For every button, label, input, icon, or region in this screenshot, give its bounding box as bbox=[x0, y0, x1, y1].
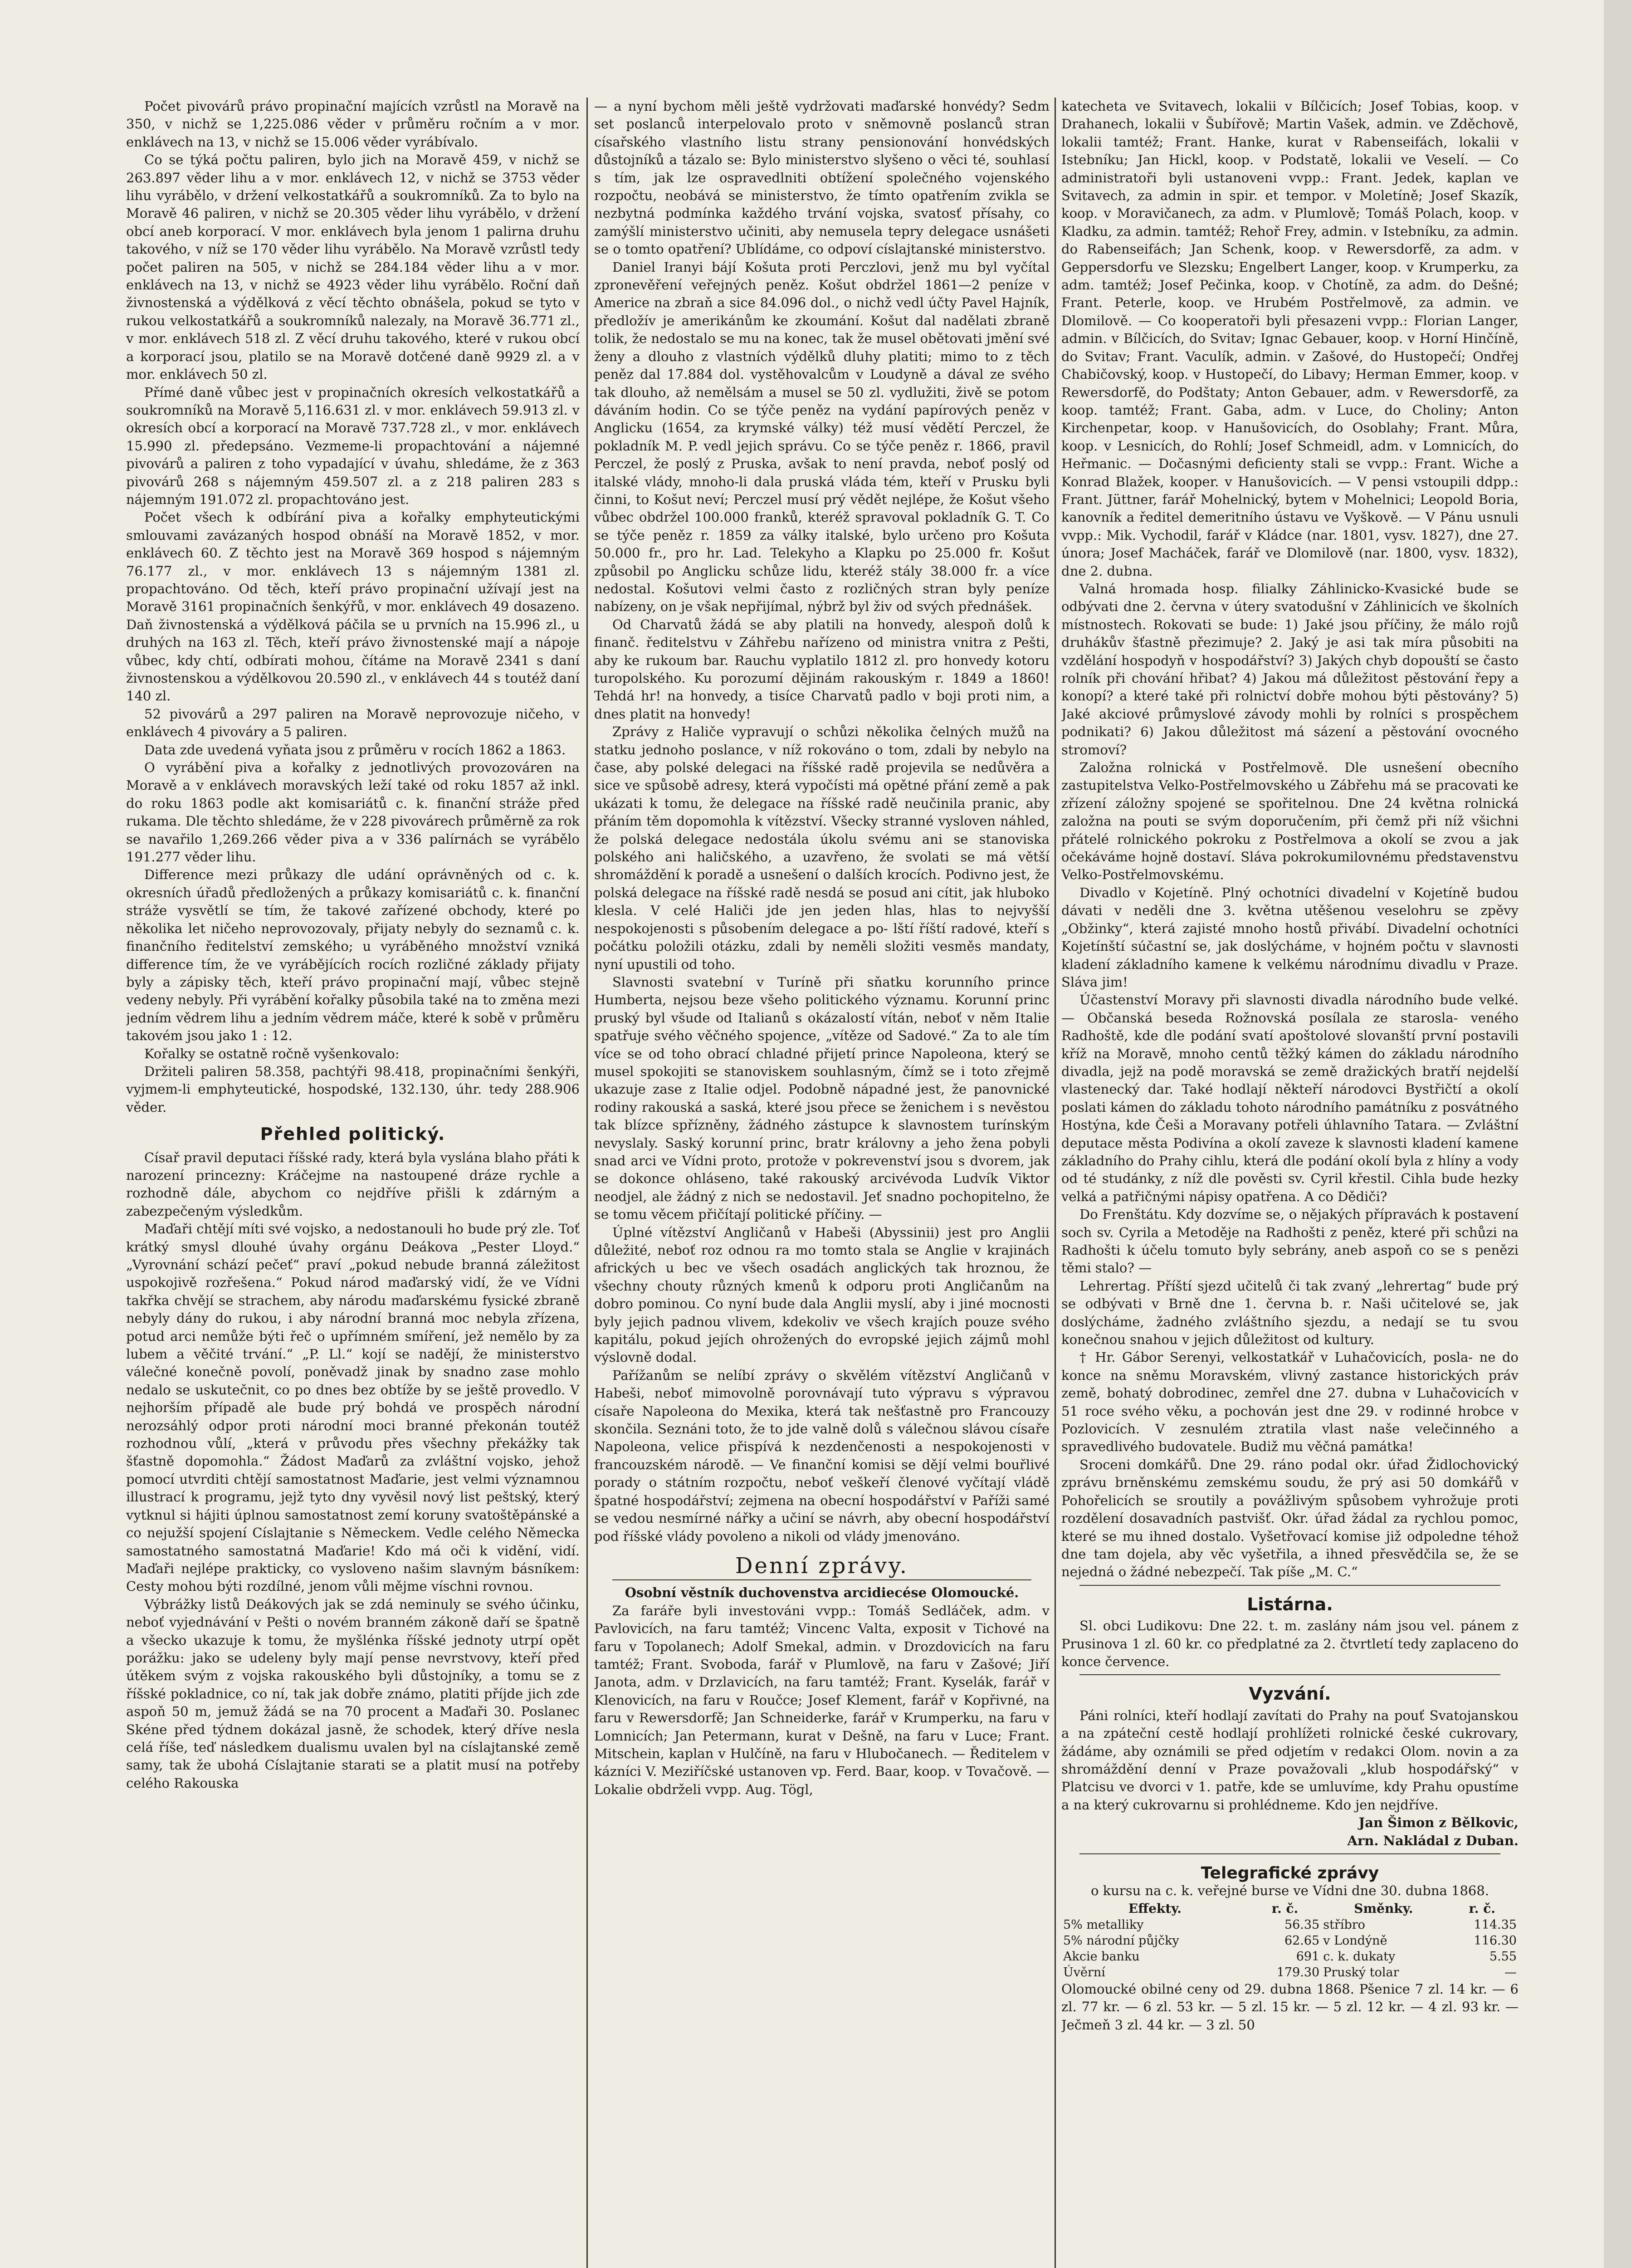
section-heading-telegraph: Telegrafické zprávy bbox=[1201, 1864, 1379, 1882]
paragraph: Založna rolnická v Postřelmově. Dle usnešení obecního zastupitelstva Velko-Postřelmovského u Zábřehu má se pracovati ke zřízení záložny spojené se spořitelnou. Dne 24 května rolnická založna na pouti se svým doporučením, při čemž při níž všichni přátelé rolnického pokroku z Postřelmova a okolí se zvou a jak očekáváme hojně dostaví. Sláva pokrokumilovnému představenstvu Velko-Postřelmovskému. bbox=[1061, 760, 1519, 883]
paragraph: Sroceni domkářů. Dne 29. ráno podal okr. úřad Židlochovický zprávu brněnskému zemskému soudu, že prý asi 50 domkářů v Pohořelicích se sroutily a povážlivým spůsobem vyhrožuje proti rozdělení dosavadních pastvišť. Okr. úřad žádal za rychlou pomoc, které se mu ihned dostalo. Vyšetřovací komise již odpoledne téhož dne tam dojela, aby věc vyšetřila, a ihned přesvědčila se, že se nejedná o žádné nebezpečí. Tak píše „M. C.“ bbox=[1061, 1457, 1519, 1580]
table-cell: — bbox=[1504, 1965, 1517, 1980]
paragraph: Difference mezi průkazy dle udání oprávněných od c. k. okresních úřadů předložených a průkazy komisariátů c. k. finanční stráže vysvětlí se tím, že takové zařízené obchody, které po několika let ničeho neprovozovaly, přijaty nebyly do seznamů c. k. finančního ředitelství zemského; u vyráběného množství vzniká difference tím, že ve vyrábějících rocích rozličné základy přijaty byly a zápisky těch, kteří právo propinační mají, vůbec stejně vedeny nebyly. Při vyrábění kořalky působila také na to změna mezi jedním vědrem lihu a jedním vědrem máče, které k sobě v průměru takovém jsou jako 1 : 12. bbox=[126, 867, 580, 1044]
paragraph: Výbrážky listů Deákových jak se zdá neminuly se svého účinku, neboť vyjednávání v Pešti o novém branném zákoně daří se špatně a všecko ukazuje k tomu, že myšlénka říšské jednoty utrpí opět porážku: jako se udeleny byly mají pense nevrstvovy, kteří před útěkem svým z vojska rakouského byli důstojníky, a tomu se z říšské pokladnice, co ní, tak jak dobře známo, platiti příjde jich zde aspoň 50 m, jemuž žádá se na 70 procent a Maďaři 30. Poslanec Skéne před týdnem dokázal jasně, že schodek, který dříve nesla celá říše, teď následkem dualismu uvalen byl na císlajtanské země samy, tak že ubohá Císlajtanie starati se a platit musí na potřeby celého Rakouska bbox=[126, 1596, 580, 1791]
paragraph: Co se týká počtu paliren, bylo jich na Moravě 459, v nichž se 263.897 věder lihu a v mor. enklávech 12, v nichž se 3753 věder lihu vyrábělo, v držení velkostatkářů a soukromníků. Za to bylo na Moravě 46 paliren, v nichž se 20.305 věder lihu vyrábělo, v držení obcí aneb korporací. V mor. enklávech byla jenom 1 palirna druhu takového, v níž se 170 věder lihu vyrábělo. Na Moravě vzrůstl tedy počet paliren na 505, v nichž se 284.184 věder lihu a v mor. enklávech na 13, v nichž se 4923 věder lihu vyrábělo. Roční daň živnostenská a výdělková z věcí těchto obnášela, pokud se tyto v rukou velkostatkářů a soukromníků nalezaly, na Moravě 36.771 zl., v mor. enklávech 518 zl. Z věcí druhu takového, které v rukou obcí a korporací jsou, platilo se na Moravě dotčené daně 9929 zl. a v mor. enklávech 50 zl. bbox=[126, 152, 580, 382]
divider bbox=[612, 1579, 1031, 1580]
section-heading-listarna: Listárna. bbox=[1247, 1594, 1333, 1614]
table-cell: 179.30 bbox=[1276, 1965, 1320, 1980]
table-cell: Pruský tolar bbox=[1323, 1965, 1399, 1980]
table-cell: 5.55 bbox=[1489, 1949, 1517, 1964]
paragraph: Přímé daně vůbec jest v propinačních okresích velkostatkářů a soukromníků na Moravě 5,116.631 zl. v mor. enklávech 59.913 zl. v okresích obcí a korporací na Moravě 737.728 zl., v mor. enklávech 15.990 zl. předepsáno. Vezmeme-li propachtování a nájemné pivovárů a paliren z toho vypadající v úvahu, shledáme, že z 363 pivovárů 268 s nájemným 459.507 zl. a z 218 paliren 283 s nájemným 191.072 zl. propachtováno jest. bbox=[126, 384, 580, 507]
divider bbox=[1079, 1853, 1500, 1854]
quotes-table bbox=[1061, 1900, 1519, 1980]
grain-prices: Olomoucké obilné ceny od 29. dubna 1868. Pšenice 7 zl. 14 kr. — 6 zl. 77 kr. — 6 zl. 53 kr. — 5 zl. 15 kr. — 5 zl. 12 kr. — 4 zl. 93 kr. — Ječmeň 3 zl. 44 kr. — 3 zl. 50 bbox=[1061, 1981, 1519, 2033]
paragraph: katecheta ve Svitavech, lokalii v Bílčicích; Josef Tobias, koop. v Drahanech, lokalii v Šubířově; Martin Vašek, admin. ve Zděchově, lokalii tamtéž; Frant. Hanke, kurat v Rabenseifách, lokalii v Istebníku; Jan Hickl, koop. v Podstatě, lokalii ve Veselí. — Co administratoři byli ustanoveni vvpp.: Frant. Jedek, kaplan ve Svitavech, za admin in spir. et tempor. v Moletíně; Josef Skazík, koop. v Moravičanech, za adm. v Plumlově; Tomáš Polach, koop. v Kladku, za admin. tamtéž; Rehoř Frey, admin. v Istebníku, za admin. do Rabenseifách; Jan Schenk, koop. v Rewersdorfě, za adm. v Geppersdorfu ve Slezsku; Engelbert Langer, koop. v Krumperku, za adm. tamtéž; Josef Pečinka, koop. v Chotíně, za adm. do Dešné; Frant. Peterle, koop. ve Hrubém Postřelmově, za admin. ve Dlomilově. — Co kooperatoři byli přesazeni vvpp.: Florian Langer, admin. v Bílčicích, do Svitav; Ignac Gebauer, koop. v Horní Hinčíně, do Svitav; Frant. Vaculík, admin. v Zašové, do Hustopečí; Ondřej Chabičovský, koop. v Hustopečí, do Libavy; Herman Emmer, koop. v Rewersdorfě, do Podštaty; Anton Gebauer, adm. v Rewersdorfě, za koop. tamtéž; Frant. Gaba, adm. v Luce, do Choliny; Anton Kirchenpetar, koop. v Hanušovicích, do Osoblahy; Frant. Můra, koop. v Lesnicích, do Rohlí; Josef Schmeidl, adm. v Lomnicích, do Heřmanic. — Dočasnými deficienty stali se vvpp.: Frant. Wiche a Konrad Blažek, kooper. v Hanušovicích. — V pensi vstoupili ddpp.: Frant. Jüttner, farář Mohelnický, bytem v Mohelnici; Leopold Boria, kanovník a ředitel demeritního ústavu ve Vyškově. — V Pánu usnuli vvpp.: Mik. Vychodil, farář v Kládce (nar. 1801, vysv. 1827), dne 27. února; Josef Macháček, farář ve Dlomilově (nar. 1800, vysv. 1832), dne 2. dubna. bbox=[1061, 98, 1519, 579]
paragraph: Data zde uvedená vyňata jsou z průměru v rocích 1862 a 1863. bbox=[144, 742, 566, 758]
paragraph: Divadlo v Kojetíně. Plný ochotníci divadelní v Kojetíně budou dávati v neděli dne 3. května utěšenou veselohru se zpěvy „Obžinky“, která zajisté mnoho hostů přivábí. Divadelní ochotníci Kojetínští súčastní se, jak doslýcháme, v hojném počtu v slavnosti kladení základního kamene k velkému národnímu divadlu v Praze. Sláva jim! bbox=[1061, 885, 1519, 990]
table-cell: 5% národní půjčky bbox=[1063, 1933, 1179, 1948]
table-row bbox=[1061, 1965, 1519, 1980]
paragraph: Účastenství Moravy při slavnosti divadla národního bude velké. — Občanská beseda Rožnovská posílala ze starosla- veného Radhoště, kde dle podání svatí apoštolové slovanští první postavili kříž na Moravě, mnoho centů těžký kámen do základu národního divadla, jejž na podě moravská se země dražických bratří nejdelší vlastenecký dar. Také hodlají někteří národovci Bystřičtí a okolí poslati kámen do základu tohoto národního památníku z posvátného Hostýna, kde Češi a Moravany potřeli úhlavního Tatara. — Zvláštní deputace města Podivína a okolí zaveze k slavnosti kladení kamene základního do Prahy cihlu, která dle podání okolí byla z hlíny a vody od té studánky, z níž dle pověsti sv. Cyril křestil. Cihla bude hezky velká a patřičnými nápisy opatřena. A co Dědiči? bbox=[1061, 992, 1519, 1204]
column-3 bbox=[1061, 98, 1519, 2268]
paragraph: Páni rolníci, kteří hodlají zavítati do Prahy na pouť Svatojanskou a na zpáteční cestě hodlají prohlížeti rolnické české cukrovary, žádáme, aby oznámili se před odjetím v redakci Olom. novin a za shromáždění denní v Praze považovali „klub hospodářský“ v Platcisu ve dvorci v 1. patře, kde se umluvíme, kdy Prahu opustíme a na který cukrovarnu si prohlédneme. Kdo jen nejdříve. bbox=[1061, 1707, 1519, 1813]
paragraph: Počet všech k odbírání piva a kořalky emphyteutickými smlouvami zavázaných hospod obnáší na Moravě 1852, v mor. enklávech 60. Z těchto jest na Moravě 369 hospod s nájemným 76.177 zl., v mor. enklávech 13 s nájemným 1381 zl. propachtováno. Od těch, kteří právo propinační užívají jest na Moravě 3161 propinačních šenkýřů, v mor. enklávech 49 dosazeno. Daň živnostenská a výdělková páčila se u prvních na 15.996 zl., u druhých na 163 zl. Těch, kteří právo živnostenské mají a nápoje vůbec, kdy chtí, odbírati mohou, čítáme na Moravě 2341 s daní živnostenskou a výdělkovou 20.590 zl., v enklávech 44 s toutéž daní 140 zl. bbox=[126, 509, 580, 704]
table-cell: Úvěrní bbox=[1063, 1965, 1105, 1980]
paragraph: Daniel Iranyi bájí Košuta proti Perczlovi, jenž mu byl vyčítal zpronevěření veřejných peněz. Košut obdržel 1861—2 peníze v Americe na zbraň a sice 84.096 dol., o nichž vedl účty Pavel Hajník, předložív je amerikánům ke zkoumání. Košut dal nadělati zbraně tolik, že nedostalo se mu na konec, tak že musel obětovati jmění své ženy a dlouho z vlastních výdělků dluhy platiti; mimo to z těch peněz dal 17.884 dol. vystěhovalcům v Loudyně a dával ze svého tak dlouho, až nemělsám a musel se 50 zl. vydlužiti, živě se potom dáváním hodin. Co se týče peněz na vydání papírových peněz v Anglicku (1654, za krymské války) též musí vědětí Perczel, že pokladník M. P. vedl jejich správu. Co se týče peněz r. 1866, pravil Perczel, že poslý z Pruska, avšak to není pravda, neboť poslý od italské vlády, mnoho-li dala pruská vláda tém, kteří v Prusku byli činni, to Košut neví; Perczel musí prý vědět nejlépe, že Košut všeho vůbec obdržel 100.000 franků, kteréž spravoval pokladník G. T. Co se týče peněz r. 1859 za války italské, bylo určeno pro Košuta 50.000 fr., pro hr. Lad. Telekyho a Klapku po 25.000 fr. Košut způsobil po Anglicku schůze lidu, kteréž stály 38.000 fr. a více nedostal. Košutovi velmi často z rozličných stran byly peníze nabízeny, on je však nepřijímal, nýbrž byl živ od svých přednášek. bbox=[594, 259, 1050, 615]
divider bbox=[1079, 1585, 1500, 1586]
table-header-row bbox=[1061, 1900, 1519, 1917]
paragraph: Valná hromada hosp. filialky Záhlinicko-Kvasické bude se odbývati dne 2. června v útery svatodušní v Záhlinicích ve školních místnostech. Rokovati se bude: 1) Jaké jsou příčiny, že málo rojů druhákův šťastně přezimuje? 2. Jaký je asi tak míra působiti na vzdělání hospodyň v hospodářství? 3) Jakých chyb dopouští se často rolník při chování hřibat? 4) Jakou má důležitost pěstování řepy a konopí? a které také při rolnictví dobře mohou býti pěstovány? 5) Jaké akciové průmyslové závody mohli by rolníci s prospěchem podnikati? 6) Jakou důležitost má sázení a pěstování ovocného stromoví? bbox=[1061, 581, 1519, 758]
divider bbox=[1079, 1674, 1500, 1675]
subheading: o kursu na c. k. veřejné burse ve Vídni dne 30. dubna 1868. bbox=[1090, 1883, 1489, 1899]
paragraph: Lehrertag. Příští sjezd učitelů či tak zvaný „lehrertag“ bude prý se odbývati v Brně dne 1. června b. r. Naši učitelové se, jak doslýcháme, žadného zvláštního sjezdu, a nedají se tu svou konečnou snahou v jejich důležitost od kultury. bbox=[1061, 1278, 1519, 1348]
column-rule bbox=[1055, 98, 1056, 2268]
table-cell: v Londýně bbox=[1323, 1933, 1387, 1948]
table-cell: c. k. dukaty bbox=[1323, 1949, 1396, 1964]
paragraph: Slavnosti svatební v Turíně při sňatku korunního prince Humberta, nejsou beze všeho politického významu. Korunní princ pruský byl všude od Italianů s okázalostí vítán, neboť v něm Italie spatřuje svého věčného spojence, „vítěze od Sadové.“ Za to ale tím více se od toho obrací chladné přijetí prince Napoleona, který se musel spokojiti se stanoviskem souhlasným, čímž se i toto zřejmě ukazuje zase z Italie odjel. Podobně nápadné jest, že panovnické rodiny rakouská a saská, které jsou přece se ženichem i s nevěstou tak blízce spřízněny, žádného zástupce k slavnostem turínským nevyslaly. Saský korunní princ, bratr královny a jeho žena pobyli snad arci ve Vídni proto, protože v pokrevenství jsou s dvorem, jak se dokonce ohláseno, také rakouský arcivévoda Ludvík Viktor neodjel, ale žádný z nich se nedostavil. Jeť snadno pochopitelno, že se tomu věcem přičítají politické příčiny. — bbox=[594, 974, 1050, 1222]
page-edge bbox=[1604, 0, 1631, 2268]
column-header: r. č. bbox=[1271, 1901, 1299, 1916]
table-row bbox=[1061, 1949, 1519, 1965]
paragraph: Úplné vítězství Angličanů v Habeši (Abyssinii) jest pro Anglii důležité, neboť roz odnou ra mo tomto stala se Anglie v krajinách afrických u bec ve všech osadách anglických tak hroznou, že všechny chouty různých kmenů k odporu proti Angličanům na dobro pominou. Co nyní bude dala Anglii myslí, aby i jiné mocnosti byly jejich padnou vlivem, kdekoliv ve všech krajích pouze svého kapitálu, pokud jejích ohrožených do evropské jejich zájmů mohl výslovně dodal. bbox=[594, 1224, 1050, 1365]
table-cell: 62.65 bbox=[1284, 1933, 1320, 1948]
table-cell: 5% metalliky bbox=[1063, 1917, 1144, 1932]
column-header: Směnky. bbox=[1354, 1901, 1413, 1916]
section-heading-politics: Přehled politický. bbox=[260, 1124, 446, 1144]
paragraph: Za faráře byli investováni vvpp.: Tomáš Sedláček, adm. v Pavlovicích, na faru tamtéž; Vincenc Valta, exposit v Tichové na faru v Topolanech; Adolf Smekal, admin. v Drozdovicích na faru tamtéž; Frant. Svoboda, farář v Plumlově, na faru v Zašové; Jiří Janota, adm. v Drzlavicích, na faru tamtéž; Frant. Kyselák, farář v Klenovicích, na faru v Roučce; Josef Klement, farář v Kopřivné, na faru v Rewersdorfě; Jan Schneiderke, farář v Krumperku, na faru v Lomnicích; Jan Petermann, kurat v Dešně, na faru v Luce; Frant. Mitschein, kaplan v Hulčíně, na faru v Hlubočanech. — Ředitelem v kázníci V. Meziříčské ustanoven vp. Ferd. Baar, koop. v Tovačově. — Lokalie obdrželi vvpp. Aug. Tögl, bbox=[594, 1603, 1050, 1797]
column-2 bbox=[594, 98, 1050, 2268]
table-row bbox=[1061, 1917, 1519, 1933]
signature: Jan Šimon z Bělkovic, bbox=[1358, 1815, 1519, 1831]
table-cell: Akcie banku bbox=[1063, 1949, 1140, 1964]
paragraph: Od Charvatů žádá se aby platili na honvedy, alespoň dolů k finanč. ředitelstvu v Záhřebu nařízeno od ministra vnitra z Pešti, aby ke rukoum bar. Rauchu vyplatilo 1812 zl. pro honvedy kotoru turopolského. Ku porozumí dějinám rakouským r. 1849 a 1860! Tehdá hr! na honvedy, a tisíce Charvatů padlo v boji proti nim, a dnes platit na honvedy! bbox=[594, 616, 1050, 722]
table-cell: 114.35 bbox=[1474, 1917, 1517, 1932]
paragraph: — a nyní bychom měli ještě vydržovati maďarské honvédy? Sedm set poslanců interpelovalo proto v sněmovně poslanců stran císařského vlastního listu strany pensionování honvédských důstojníků a tázalo se: Bylo ministerstvo slyšeno o věci té, souhlasí s tím, jak lze ospravedlniti obtížení společného vojenského rozpočtu, neobává se ministerstvo, že tímto opatřením zvikla se nezbytná podmínka každého trvání vojska, svatosť přísahy, co zamýšlí ministerstvo učiniti, aby nemusela tepry delegace usnášeti se o tomto opatření? Ublídáme, co odpoví císlajtanské ministerstvo. bbox=[594, 98, 1050, 257]
paragraph: Držiteli paliren 58.358, pachtýři 98.418, propinačními šenkýři, vyjmem-li emphyteutické, hospodské, 132.130, úhr. tedy 288.906 věder. bbox=[126, 1063, 580, 1115]
paragraph: Do Frenštátu. Kdy dozvíme se, o nějakých přípravách k postavení soch sv. Cyrila a Metoděje na Radhošti z peněz, které při schůzi na Radhošti k účelu tomuto byly sebrány, aneb aspoň co se s penězi těmi stalo? — bbox=[1061, 1207, 1519, 1276]
subheading: Osobní věstník duchovenstva arcidiecése Olomoucké. bbox=[625, 1585, 1019, 1601]
column-header: Effekty. bbox=[1128, 1901, 1182, 1916]
paragraph: Kořalky se ostatně ročně vyšenkovalo: bbox=[144, 1046, 400, 1061]
paragraph: Císař pravil deputaci říšské rady, která byla vyslána blaho přáti k narození princezny: Kráčejme na nastoupené dráze rychle a rozhodně dále, abychom co nejdříve přišli k zdárným a zabezpečeným výsledkům. bbox=[126, 1149, 580, 1219]
signature: Arn. Nakládal z Duban. bbox=[1347, 1833, 1519, 1848]
table-cell: 691 bbox=[1296, 1949, 1320, 1964]
table-cell: 56.35 bbox=[1284, 1917, 1320, 1932]
paragraph: Maďaři chtějí míti své vojsko, a nedostanouli ho bude prý zle. Toť krátký smysl dlouhé úvahy orgánu Deákova „Pester Lloyd.“ „Vyrovnání schází pečeť“ praví „pokud nebude branná záležitost uspokojivě rozřešena.“ Pokud národ maďarský vidí, že ve Vídni takřka chvějí se strachem, aby národu maďarskému fysické zbraně nebyly dány do rukou, i aby národní branná moc nebyla zřízena, potud arci nemůže býti řeč o upřímném smíření, jež nemělo by za lubem a věčité trvání.“ „P. Ll.“ kojí se nadějí, že ministerstvo válečné konečně povolí, poněvadž jinak by snadno zase mohlo nedalo se uskutečnit, co po dnes bez obtíže by se ještě provedlo. V nejhorším případě ale bude prý bohdá ve prospěch národní nerozsáhlý odpor proti národní moci branné překonán toutéž rozhodnou vůlí, „která v průvodu přes všechny překážky tak šťastně dopomohla.“ Žádost Maďarů za zvláštní vojsko, jehož pomocí utvrditi chtějí samostatnost Maďarie, jest velmi významnou illustrací k programu, jejž tyto dny vyvěsil nový list peštský, který vytknul si hájiti úplnou samostatnost zemí koruny svatoštěpánské a co nejužší spojení Císlajtanie s Německem. Vedle celého Německa samostatného samostatná Maďarie! Kdo má oči k vidění, vidí. Maďaři nejlépe prakticky, co vysloveno našim slavným básníkem: Cesty mohou býti rozdílné, jenom vůli mějme víschni rovnou. bbox=[126, 1221, 580, 1594]
paragraph: O vyrábění piva a kořalky z jednotlivých provozováren na Moravě a v enklávech moravských leží také od roku 1857 až inkl. do roku 1863 podle akt komisariátů c. k. finanční stráže před rukama. Dle těchto shledáme, že v 228 pivovárech průměrně za rok se navařilo 1,269.266 věder piva a v 336 palírnách se vyrábělo 191.277 věder lihu. bbox=[126, 760, 580, 865]
section-heading-daily-news: Denní zprávy. bbox=[735, 1553, 909, 1579]
table-row bbox=[1061, 1933, 1519, 1949]
paragraph: † Hr. Gábor Serenyi, velkostatkář v Luhačovicích, posla- ne do konce na sněmu Moravském, vlivný zastance historických práv země, bohatý dobrodinec, zemřel dne 27. dubna v Luhačovicích v 51 roce svého věku, a pochován jest dne 29. v rodinné hrobce v Pozlovicích. V zesnulém ztratila vlast naše velečinného a spravedlivého budovatele. Budiž mu věčná památka! bbox=[1061, 1349, 1519, 1455]
paragraph: Pařížanům se nelíbí zprávy o skvělém vítězství Angličanů v Habeši, neboť mimovolně porovnávají tuto výpravu s výpravou císaře Napoleona do Mexika, která tak nešťastně pro Francouzy skončila. Seznáni toto, že to jde valně dolů s válečnou slávou císaře Napoleona, velice přispívá k nezdenčenosti a nespokojenosti v francouzském národě. — Ve finanční komisi se dějí velmi bouřlivé porady o státním rozpočtu, neboť veškeří členové vyčítají vládě špatné hospodářství; zejmena na obecní hospodářství v Paříži samé se vedou nesmírné nářky a učiní se návrh, aby obecní hospodářství pod říšské vlády povoleno a nikoli od vlády jmenováno. bbox=[594, 1367, 1050, 1544]
column-header: r. č. bbox=[1469, 1901, 1496, 1916]
paragraph: Zprávy z Haliče vypravují o schůzi několika čelných mužů na statku jednoho poslance, v níž rokováno o tom, zdali by nebylo na čase, aby polské delegaci na říšské radě projevila se nedůvěra a sice ve spůsobě adresy, která vypočísti má opětné přání země a pak ukázati k tomu, že delegace na říšské radě neučinila pranic, aby přáním těm dopomohla k vítězství. Všecky stranné vysloven náhled, že polská delegace nedostála úkolu svému ani se stanoviska polského ani haličského, a uzavřeno, že svolati se má větší shromáždění k poradě a usnešení o dalších krocích. Podivno jest, že polská delegace na říšské radě nesdá se posud ani cítit, jak hluboko klesla. V celé Haliči jde jen jeden hlas, hlas to nejvyšší nespokojenosti s působením delegace a po- lští říští radové, kteří s počátku položili otázku, zdali by neměli složiti vesměs mandaty, nyní upustili od toho. bbox=[594, 724, 1050, 972]
quotes-body bbox=[1061, 1917, 1519, 1980]
paragraph: Počet pivovárů právo propinační majících vzrůstl na Moravě na 350, v nichž se 1,225.086 věder v průměru ročním a v mor. enklávech na 13, v nichž se 15.006 věder vyrábívalo. bbox=[126, 98, 580, 150]
column-rule bbox=[586, 98, 588, 2268]
table-cell: 116.30 bbox=[1474, 1933, 1517, 1948]
section-heading-vyzvani: Vyzvání. bbox=[1249, 1684, 1331, 1704]
table-cell: stříbro bbox=[1323, 1917, 1365, 1932]
column-1 bbox=[126, 98, 580, 2268]
paragraph: Sl. obci Ludikovu: Dne 22. t. m. zaslány nám jsou vel. pánem z Prusinova 1 zl. 60 kr. co předplatné za 2. čtvrtletí tedy zaplaceno do konce července. bbox=[1061, 1618, 1519, 1669]
paragraph: 52 pivovárů a 297 paliren na Moravě neprovozuje ničeho, v enklávech 4 pivováry a 5 paliren. bbox=[126, 706, 580, 740]
